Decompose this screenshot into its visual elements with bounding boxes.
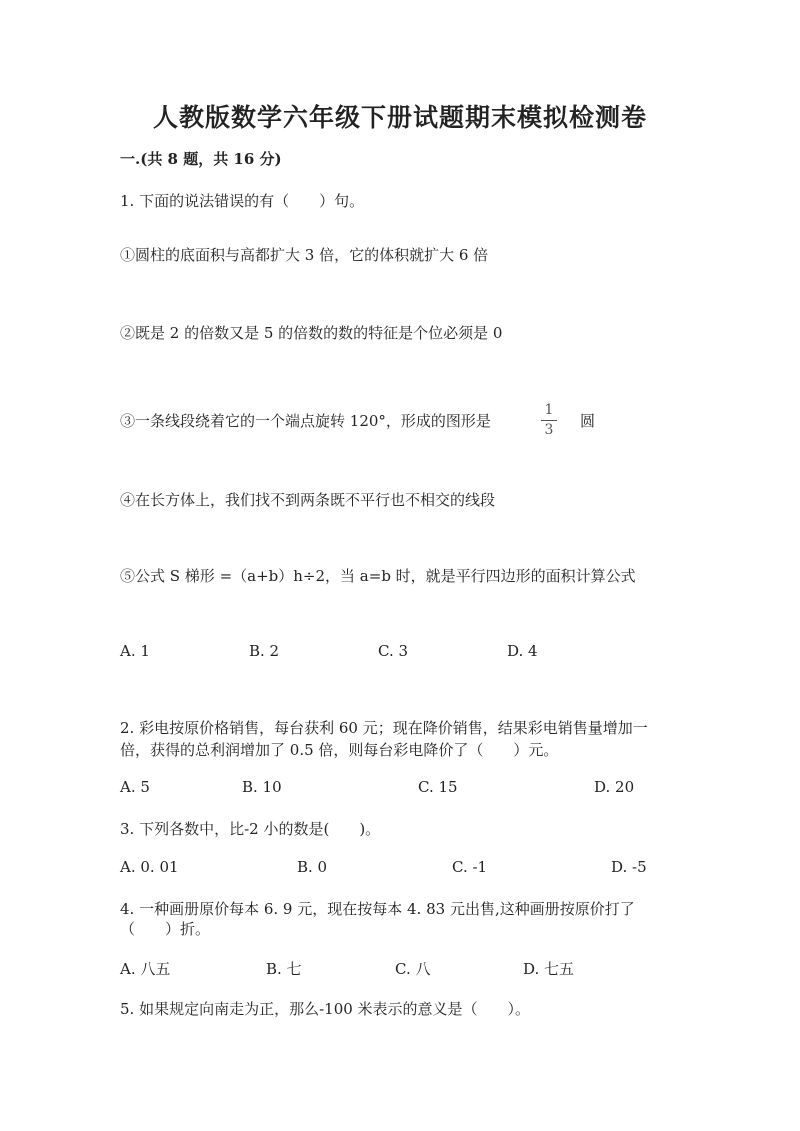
question-4-stem-line-2: （ ）折。: [120, 920, 211, 938]
question-3-stem: 3. 下列各数中，比-2 小的数是( )。: [120, 820, 381, 838]
section-header: 一.(共 8 题，共 16 分): [120, 150, 282, 168]
question-2-option-b: B. 10: [242, 778, 282, 796]
question-2-option-d: D. 20: [594, 778, 635, 796]
question-1-statement-3-tail: 圆: [580, 412, 596, 430]
question-4-option-c: C. 八: [395, 960, 431, 978]
question-1-statement-1: ①圆柱的底面积与高都扩大 3 倍，它的体积就扩大 6 倍: [120, 246, 489, 264]
question-1-option-b: B. 2: [249, 642, 280, 660]
fraction-bar: [541, 420, 557, 421]
question-4-option-d: D. 七五: [523, 960, 575, 978]
question-2-option-a: A. 5: [120, 778, 150, 796]
question-2-option-c: C. 15: [418, 778, 458, 796]
fraction-numerator: 1: [544, 402, 554, 418]
question-3-option-c: C. -1: [452, 858, 488, 876]
page-title: 人教版数学六年级下册试题期末模拟检测卷: [152, 103, 647, 132]
question-1-option-d: D. 4: [507, 642, 538, 660]
fraction-denominator: 3: [544, 422, 554, 438]
question-1-option-c: C. 3: [378, 642, 409, 660]
question-2-stem-line-1: 2. 彩电按原价格销售，每台获利 60 元；现在降价销售，结果彩电销售量增加一: [120, 719, 648, 737]
question-5-stem: 5. 如果规定向南走为正，那么-100 米表示的意义是（ ）。: [120, 1000, 531, 1018]
question-4-option-b: B. 七: [266, 960, 302, 978]
question-1-statement-3: ③一条线段绕着它的一个端点旋转 120°，形成的图形是: [120, 412, 491, 430]
question-3-option-b: B. 0: [297, 858, 328, 876]
question-3-option-d: D. -5: [611, 858, 647, 876]
fraction-one-third: [541, 403, 557, 437]
question-4-stem-line-1: 4. 一种画册原价每本 6. 9 元，现在按每本 4. 83 元出售,这种画册按原价打了: [120, 900, 635, 918]
question-1-option-a: A. 1: [120, 642, 150, 660]
question-1-stem: 1. 下面的说法错误的有（ ）句。: [120, 192, 365, 210]
question-2-stem-line-2: 倍，获得的总利润增加了 0.5 倍，则每台彩电降价了（ ）元。: [120, 741, 559, 759]
question-3-option-a: A. 0. 01: [120, 858, 179, 876]
question-1-statement-2: ②既是 2 的倍数又是 5 的倍数的数的特征是个位必须是 0: [120, 324, 503, 342]
question-1-statement-5: ⑤公式 S 梯形 =（a+b）h÷2，当 a=b 时，就是平行四边形的面积计算公式: [120, 567, 636, 585]
question-4-option-a: A. 八五: [120, 960, 171, 978]
question-1-statement-4: ④在长方体上，我们找不到两条既不平行也不相交的线段: [120, 491, 496, 509]
